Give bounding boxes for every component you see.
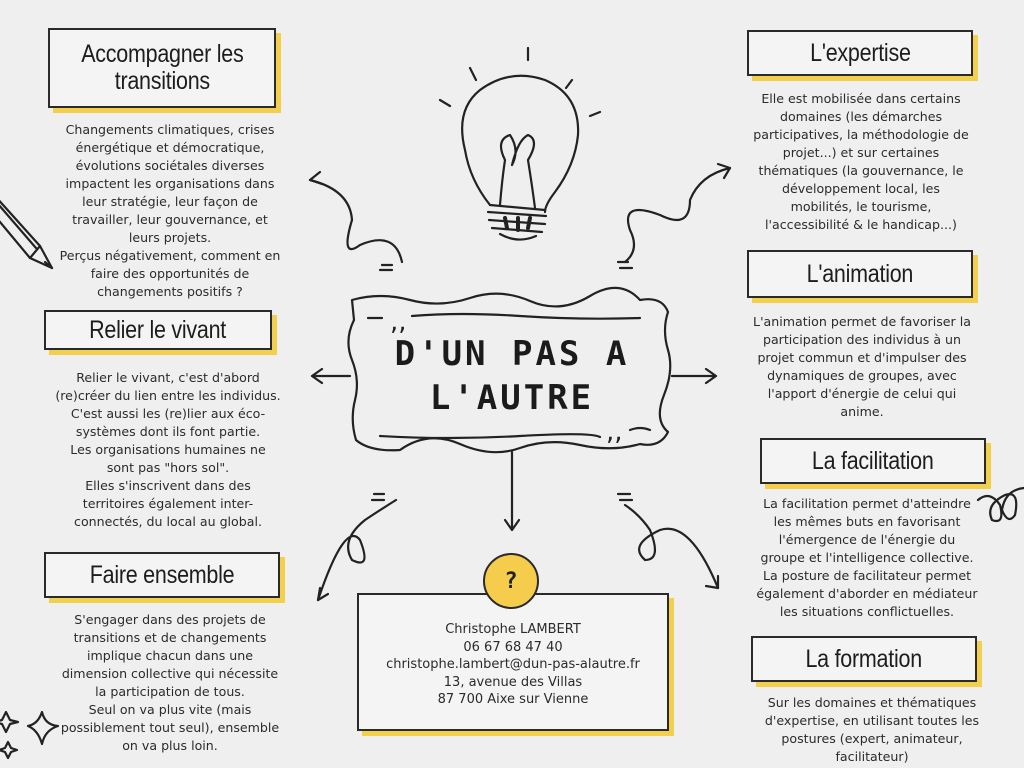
body-line: on va plus loin. [122,738,218,753]
body-line: mobilités, le tourisme, [790,199,932,214]
body-line: systèmes dont ils font partie. [75,424,261,439]
body-line: La posture de facilitateur permet [762,568,972,583]
body-line: thématiques (la gouvernance, le [758,163,964,178]
body-line: (re)créer du lien entre les individus. [55,388,281,403]
section-formation-title: La formation [805,644,923,673]
section-expertise-body [726,90,996,234]
body-line: transitions et de changements [73,630,267,645]
section-ensemble-title-box [44,552,280,598]
section-expertise-title-box [747,30,973,76]
body-line: groupe et l'intelligence collective. [760,550,974,565]
center-title-line1: D'UN PAS A [394,334,630,374]
section-animation-body [726,313,998,421]
body-line: Sur les domaines et thématiques [767,695,977,710]
section-relier-title-box [44,310,272,350]
question-mark-symbol: ? [504,568,518,594]
body-line: dimension collective qui nécessite [61,666,279,681]
body-line: l'apport d'énergie de celui qui [767,386,957,401]
body-line: Les organisations humaines ne [70,442,266,457]
section-facilitation-title-box [760,438,986,484]
body-line: territoires également inter- [82,496,254,511]
body-line: Changements climatiques, crises [65,122,275,137]
section-accompagner-title-line1: Accompagner les [80,40,244,68]
body-line: implique chacun dans une [87,648,253,663]
section-formation-title-box [751,636,977,682]
center-title-line2: L'AUTRE [429,378,595,418]
section-relier-body [30,369,306,531]
body-line: postures (expert, animateur, [781,731,963,746]
body-line: participatives, la méthodologie de [753,127,969,142]
body-line: changements positifs ? [97,284,243,299]
body-line: C'est aussi les (re)lier aux éco- [70,406,266,421]
body-line: les mêmes buts en favorisant [773,514,961,529]
body-line: également d'aborder en médiateur [756,586,978,601]
body-line: d'expertise, en utilisant toutes les [764,713,980,728]
body-line: S'engager dans des projets de [74,612,266,627]
section-ensemble-body [30,611,310,755]
body-line: anime. [840,404,884,419]
section-relier-title: Relier le vivant [89,315,227,344]
center-title [372,332,652,420]
svg-text:,,: ,, [390,307,407,337]
contact-name: Christophe LAMBERT [445,622,581,637]
body-line: participation des individus à un [762,332,962,347]
svg-text:,,: ,, [606,417,623,447]
contact-box [357,593,669,731]
section-expertise-title: L'expertise [809,38,911,67]
body-line: travailler, leur gouvernance, et [72,212,268,227]
body-line: évolutions sociétales diverses [75,158,265,173]
body-line: projet...) et sur certaines [782,145,940,160]
body-line: la participation de tous. [95,684,245,699]
body-line: dynamiques de groupes, avec [767,368,957,383]
body-line: Perçus négativement, comment en [59,248,281,263]
body-line: Seul on va plus vite (mais [88,702,252,717]
section-facilitation-body [732,495,1002,621]
body-line: sont pas "hors sol". [106,460,230,475]
body-line: Elles s'inscrivent dans des [85,478,251,493]
body-line: l'accessibilité & le handicap...) [765,217,957,232]
contact-email[interactable]: christophe.lambert@dun-pas-alautre.fr [386,657,640,672]
body-line: leur stratégie, leur façon de [82,194,258,209]
body-line: énergétique et démocratique, [75,140,265,155]
body-line: Relier le vivant, c'est d'abord [76,370,260,385]
contact-phone[interactable]: 06 67 68 47 40 [463,639,563,655]
body-line: développement local, les [782,181,940,196]
section-accompagner-title-box [48,28,276,108]
body-line: connectés, du local au global. [74,514,262,529]
body-line: facilitateur) [835,749,909,764]
body-line: impactent les organisations dans [65,176,275,191]
section-animation-title: L'animation [806,259,914,288]
body-line: Elle est mobilisée dans certains [761,91,961,106]
body-line: L'animation permet de favoriser la [753,314,971,329]
contact-address-line2: 87 700 Aixe sur Vienne [437,692,589,707]
body-line: l'émergence de l'énergie du [778,532,956,547]
question-mark-icon [483,553,539,609]
lightbulb-icon [440,48,600,240]
body-line: La facilitation permet d'atteindre [763,496,971,511]
body-line: les situations conflictuelles. [779,604,955,619]
body-line: leurs projets. [128,230,212,245]
section-facilitation-title: La facilitation [812,446,934,475]
section-animation-title-box [747,250,973,298]
body-line: projet commun et d'impulser des [757,350,967,365]
section-accompagner-title-line2: transitions [114,67,210,95]
body-line: faire des opportunités de [90,266,250,281]
section-formation-body [734,694,1010,766]
body-line: domaines (les démarches [779,109,943,124]
section-accompagner-body [40,121,300,301]
body-line: possiblement tout seul), ensemble [60,720,280,735]
contact-address-line1: 13, avenue des Villas [443,674,583,690]
section-ensemble-title: Faire ensemble [89,560,235,589]
